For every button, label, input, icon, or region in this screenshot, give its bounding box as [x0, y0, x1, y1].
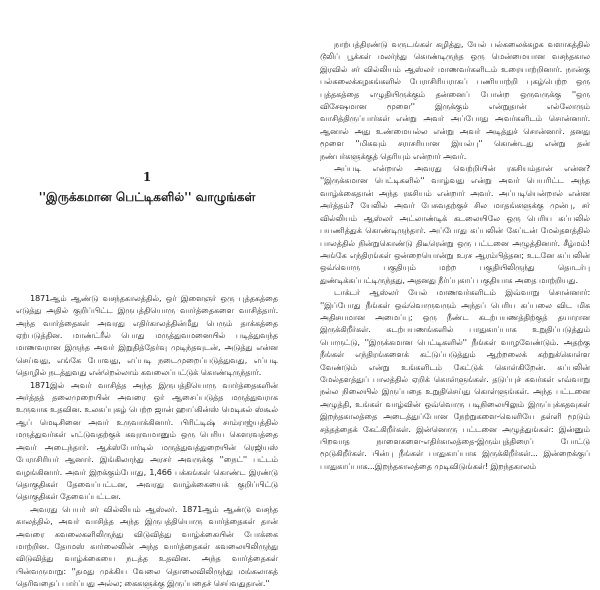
- chapter-title: ''இருக்கமான பெட்டிகளில்'' வாழுங்கள்: [38, 190, 256, 205]
- paragraph: 1871ஆம் ஆண்டு வசந்தகாலத்தில், ஒர் இளைஞர் ஒரு புத்தகத்தை எடுத்து அதில் குறிப்பிட்ட இருபத்தியொரு வார்த்தைகளை வாசித்தார். அந்த வார்த்தைகள் அவரது எதிர்காலத்தின்மீது பெரும் தாக்கத்தை ஏற்படுத்தின. மாண்ட்ரீல் பொது மருத்துவமனையில் படித்துவந்த மாணவரான இருந்த அவர் இறுதித்தேர்வு முடிந்தவுடன், அடுத்து என்ன செய்வது, எங்கே போவது, எப்படி நடைமுறைப்படுத்துவது, எப்படி தொழில் நடத்துவது என்றெல்லாம் கவலைப்பட்டுக் கொண்டிருந்தார்.: [16, 292, 278, 378]
- left-column: [16, 33, 278, 590]
- right-column: [320, 38, 590, 472]
- chapter-number: 1: [142, 170, 152, 184]
- paragraph: டாக்டர் ஆஸ்லர் யேல் மாணவர்களிடம் இவ்வாறு சொன்னார்: ''இப்போது நீங்கள் ஒவ்வொருவரும் அந்தப் பெரிய கப்பலை விட மிக அதிசயமான அமைப்பு; ஒரு நீண்ட கடற்பயணத்திற்குத் தயாரான இருக்கிறீர்கள். கடற்பயணங்களில் பாதுகாப்பாக உறுதிப்படுத்தும் பொருட்டு, ''இருக்கமான பெட்டிகளில்'' நீங்கள் வாழவேண்டும். அதற்கு நீங்கள் எந்திரங்களைக் கட்டுப்படுத்தும் ஆற்றலைக் கற்றுக்கொள்ள வேண்டும் என்று உங்களிடம் கேட்டுக் கொள்கிறேன். கப்பலின் மேல்தளத்துப் பாலத்தில் ஏறிக் கொள்ளுங்கள். தடுப்புச் சுவர்கள் எவ்வாறு நல்ல நிலையில் இருப்பதை உறுதிசெய்து கொள்ளுங்கள். அந்த பட்டனை அழுத்தி, உங்கள் வாழ்வின் ஒவ்வொரு படிநிலையிலும் இருப்புக்கதவுகள் இறந்தகாலத்தை அடைத்துப்போன நேற்றுகளை-வெளியே தள்ளி மூடும் சத்தத்தைக் கேட்கிறீர்கள். இன்னொரு பட்டனை அழுத்துங்கள்: இன்னும் பிறவாத நாளைகளை-எதிர்காலத்தை-இரும்புத்திரைப் போட்டு மூடுகிறீர்கள். பின்பு நீங்கள் பாதுகாப்பாக இருக்கிறீர்கள்... இன்றைக்குப் பாதுகாப்பாக...இறந்தகாலத்தை முடிவிடுங்கள்! இறந்தகாலம்: [320, 287, 590, 471]
- paragraph: நாற்பத்திரண்டு வருடங்கள் கழித்து, யேல் பல்கலைக்கழக வளாகத்தில் டூலிப் பூக்கள் மலர்ந்து கொண்டிருந்த ஒரு மென்மையான வசந்தகால இரவில் சர் வில்லியம் ஆஸ்லர் மாணவர்களிடம் உரையாற்றினார். நான்கு பல்கலைக்கழகங்களில் பேராசிரியராகப் பணியாற்றி புகழ்பெற்ற ஒரு புத்தகத்தை எழுதியிருக்கும் தன்னைப் போன்ற ஒருவருக்கு ''ஒரு விசேஷமான மூளை'' இருக்கும் என்றுதான் எல்லோரும் வாசித்திருப்பார்கள் என்று அவர் அப்போது அவர்களிடம் சொன்னார். ஆனால் அது உண்மையல்ல என்று அவர் அடித்துச் சொன்னார். தனது மூளை ''மிகவும் சராசரியான இயல்பு'' கொண்டது என்று தன் நண்பர்களுக்குத் தெரியும் என்றார் அவர்.: [320, 39, 590, 161]
- paragraph: அப்படி என்றால் அவரது வெற்றியின் ரகசியம்தான் என்ன? ''இருக்கமான பெட்டிகளில்'' வாழ்வது என்று அவர் பெயரிட்ட அந்த வாழ்க்கைதான் அந்த ரகசியம் என்றார் அவர். அப்படியென்றால் என்ன அர்த்தம்? யேலில் அவர் பேசுவதற்குச் சில மாதங்களுக்கு முன்பு, சர் வில்லியம் ஆஸ்லர் அட்லாண்டிக் கடலையிலே ஒரு பெரிய கப்பலில் பயணித்துக் கொண்டிருந்தார். அப்போது கப்பலின் கேப்டன் மேல்தளத்தில் பாலத்தில் நின்றுகொண்டு திடீரென்று ஒரு பட்டனை அழுத்தினார். சீழ்மம்! அங்கே எந்திரங்கள் ஒன்றையொன்று உரச ஆரம்பித்தன; உடனே கப்பலின் ஒவ்வொரு பகுதியும் மற்ற பகுதியிலிருந்து தொடர்பு துண்டிக்கப்பட்டிருந்தது, அதனது நீர்ப்புகாப் பகுதியாக அதை மாற்றியது.: [320, 163, 590, 285]
- paragraph: 1871இல் அவர் வாசித்த அந்த இருபத்தியொரு வார்த்தைகளின் அர்த்தத் தலைமுறையின் அவரை ஒர் ஆசைப்படுத்த மருத்துவராக உருவாக உதவின. உலகப்புகழ் பெற்ற ஜான் ஹாப்கின்ஸ் மெடிகல் ஸ்கூல் ஆப் மெடிசினை அவர் உருவாக்கினார். பிரிட்டிஷ் சாம்ராஜ்யத்தில் மருத்துவர்கள் எட்டுவதற்குக் கவுரவமானும் ஒரு பெரிய கௌரவத்தை அவர் அடைந்தார். ஆக்ஸ்போர்டில் மருத்துவத்துறையின் ரெஜியஸ் பேராசிரியர் ஆனார். இங்கிலாந்து அரசர் அவருக்கு ''நைட்'' பட்டம் வழங்கினார். அவர் இறக்கும்போது, 1,466 பக்கங்கள் கொண்ட இரண்டு தொகுதிகள் தேவைப்பட்டன, அவரது வாழ்க்கையைக் குறிப்பிட்டு தொகுதிகள் தேவைப்பட்டன.: [16, 379, 278, 502]
- paragraph: அவரது பெயர் சர் வில்லியம் ஆஸ்லர். 1871ஆம் ஆண்டு வசந்த காலத்தில், அவர் வாசித்த அந்த இருபத்தியொரு வார்த்தைகள் தான் அவரை கவலைகளிலிருந்து விடுவித்து வாழ்க்கையின் போக்கை மாற்றின. தோமஸ் கார்லைலின் அந்த வார்த்தைகள் கவலையிலிருந்து விடுவித்து வாழ்க்கையை நடத்த உதவின. அந்த வார்த்தைகள் பின்வருமாறு: ''தமது முக்கிய வேலை தொலைவிலிருந்து மங்கலாகத் தெரிவதைப் பார்ப்பது அல்ல; கைகளுக்கு இருப்பதைச் செய்வதுதான்.'': [16, 503, 278, 589]
